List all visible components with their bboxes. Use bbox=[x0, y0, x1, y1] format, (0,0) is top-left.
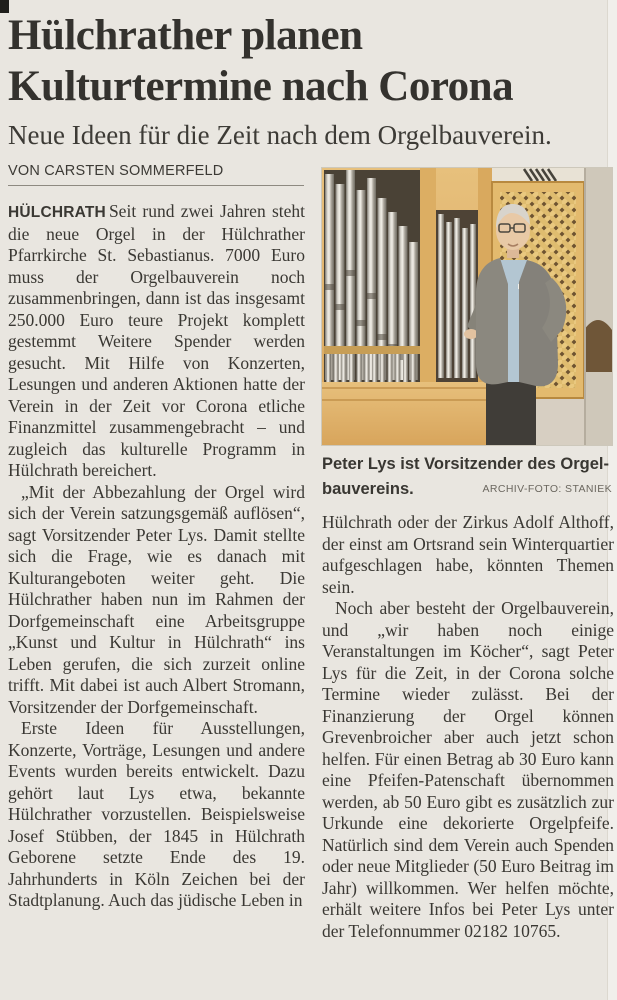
paragraph-1 bbox=[8, 201, 305, 482]
photo-caption bbox=[322, 452, 612, 506]
article-photo bbox=[322, 168, 612, 445]
paragraph-2: „Mit der Abbezahlung der Orgel wird sich der Verein satzungsgemäß auflösen“, sagt Vorsitzender Peter Lys. Damit stellte sich die Frage, wie es danach mit Kulturangeboten weiter geht. Die Hülchrather haben nun im Rahmen der Dorfgemeinschaft eine Arbeitsgruppe „Kunst und Kultur in Hülchrath“ ins Leben gerufen, die sich zurzeit online trifft. Mit dabei ist auch Albert Stromann, Vorsitzender der Dorfgemeinschaft. bbox=[8, 481, 305, 717]
paragraph-3-continued: Hülchrath oder der Zirkus Adolf Althoff, der einst am Ortsrand sein Winterquartier aufgeschlagen habe, könnten Themen sein. bbox=[322, 512, 614, 597]
location-lead: HÜLCHRATH bbox=[8, 204, 106, 221]
headline-line-2: Kulturtermine nach Corona bbox=[8, 63, 514, 110]
subheadline: Neue Ideen für die Zeit nach dem Orgelbauverein. bbox=[8, 120, 552, 150]
organ-photo-illustration bbox=[322, 168, 612, 445]
background-arch bbox=[584, 168, 612, 445]
headline bbox=[8, 10, 608, 112]
headline-line-1: Hülchrather planen bbox=[8, 12, 363, 59]
photo-credit: ARCHIV-FOTO: STANIEK bbox=[482, 483, 612, 495]
caption-line-1: Peter Lys ist Vorsitzender des Orgel- bbox=[322, 455, 610, 473]
paragraph-3: Erste Ideen für Ausstellungen, Konzerte, Vorträge, Lesungen und andere Events wurden bereits entwickelt. Dazu gehört laut Lys etwa, bekannte Hülchrather vorzustellen. Beispielsweise Josef Stübben, der 1845 in Hülchrath Geborene setzte Ende des 19. Jahrhunderts in Köln Zeichen bei der Stadtplanung. Auch das jüdische Leben in bbox=[8, 718, 305, 910]
article-column-right bbox=[322, 512, 614, 942]
paragraph-4: Noch aber besteht der Orgelbauverein, und „wir haben noch einige Veranstaltungen im Köcher“, sagt Peter Lys für die Zeit, in der Corona solche Termine wieder zulässt. Bei der Finanzierung der Orgel können Grevenbroicher aber auch jetzt schon helfen. Für einen Betrag ab 30 Euro kann eine Pfeifen-Patenschaft übernommen werden, ab 50 Euro gibt es zusätzlich zur Urkunde eine dekorierte Orgelpfeife. Natürlich sind dem Verein auch Spenden oder neue Mitglieder (50 Euro Beitrag im Jahr) willkommen. Wer helfen möchte, erhält weitere Infos bei Peter Lys unter der Telefonnummer 02182 10765. bbox=[322, 598, 614, 941]
paragraph-1-text: Seit rund zwei Jahren steht die neue Orgel in der Hülchrather Pfarrkirche St. Sebastianus. 7000 Euro muss der Orgelbauverein noch zusammenbringen, dann ist das insgesamt 250.000 Euro teure Projekt komplett gestemmt Weitere Spender werden gesucht. Mit Hilfe von Konzerten, Lesungen und anderen Aktionen hatte der Verein in der Zeit vor Corona etliche Finanzmittel zusammengebracht – und zugleich das kulturelle Programm in Hülchrath bereichert. bbox=[8, 201, 305, 480]
article-column-left bbox=[8, 201, 305, 912]
caption-line-2: bauvereins. bbox=[322, 480, 414, 498]
byline: VON CARSTEN SOMMERFELD bbox=[8, 163, 304, 186]
